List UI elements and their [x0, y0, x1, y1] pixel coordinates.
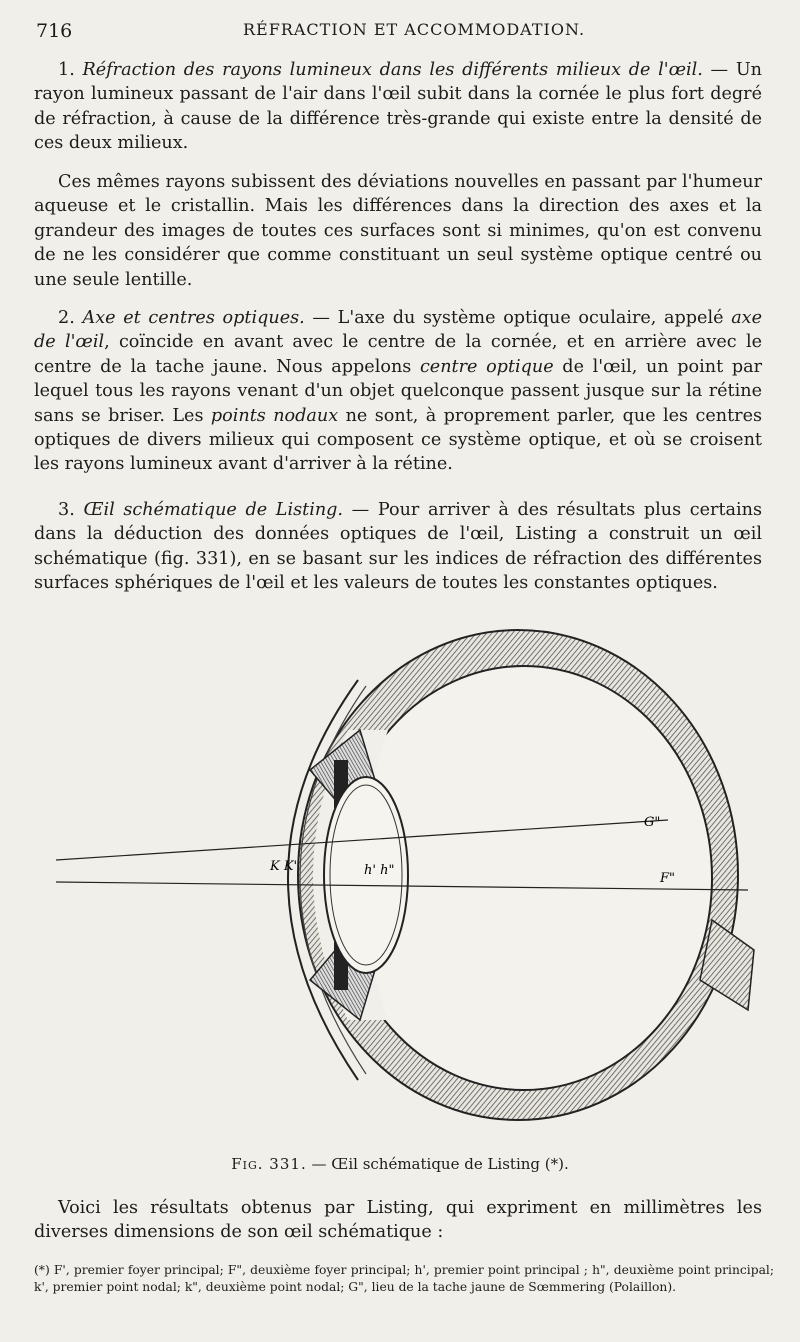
- section-2-text-a: — L'axe du système optique oculaire, appelé: [304, 308, 732, 328]
- label-f: F": [660, 871, 675, 886]
- section-3-heading: Œil schématique de Listing.: [83, 500, 344, 520]
- section-2-paragraph: [34, 306, 762, 477]
- figure-caption-label: Fig. 331.: [231, 1155, 307, 1173]
- page-number: 716: [36, 20, 73, 42]
- label-hh: h' h": [364, 863, 395, 878]
- schematic-eye-illustration: [48, 620, 760, 1140]
- running-title: RÉFRACTION ET ACCOMMODATION.: [243, 20, 586, 39]
- section-1-paragraph: [34, 58, 762, 156]
- section-2-text-c: de l'œil, un point par lequel tous les rayons venant d'un objet quelconque passent jusque sur la rétine sans se briser. Les: [34, 356, 762, 426]
- closing-paragraph-block: [34, 1196, 762, 1245]
- figure-caption: [0, 1155, 800, 1173]
- section-1-paragraph-2: Ces mêmes rayons subissent des déviations nouvelles en passant par l'humeur aqueuse et le cristallin. Mais les différences dans la direction des axes et la grandeur des images de toutes ces surfaces sont si minimes, qu'on est convenu de ne les considérer que comme constituant un seul système optique centré ou une seule lentille.: [34, 172, 762, 290]
- label-kk: K K': [270, 859, 298, 874]
- section-1-number: 1.: [58, 60, 75, 80]
- footnote: (*) F', premier foyer principal; F", deuxième foyer principal; h', premier point principal ; h", deuxième point principal; k', premier point nodal; k", deuxième point nodal; G", lieu de la tache jaune de Sœmmering (Polaillon).: [34, 1263, 774, 1294]
- section-3-paragraph: [34, 498, 762, 596]
- section-2-heading: Axe et centres optiques.: [82, 308, 305, 328]
- section-1-text: Un rayon lumineux passant de l'air dans l'œil subit dans la cornée le plus fort degré de réfraction, à cause de la différence très-grande qui existe entre la densité de ces deux milieux.: [34, 60, 763, 154]
- section-1-heading: Réfraction des rayons lumineux dans les différents milieux de l'œil. —: [82, 60, 729, 80]
- label-g: G": [644, 815, 661, 830]
- section-3: [34, 498, 762, 596]
- section-2-text-d: ne sont, à proprement parler, que les centres optiques de divers milieux qui composent ce système optique, et où se croisent les rayons lumineux avant d'arriver à la rétine.: [34, 405, 763, 475]
- term-points-nodaux: points nodaux: [210, 405, 339, 426]
- eye-diagram-figure: [48, 620, 760, 1140]
- closing-paragraph: Voici les résultats obtenus par Listing, qui expriment en millimètres les diverses dimensions de son œil schématique :: [34, 1198, 762, 1243]
- page-header: [0, 14, 800, 44]
- section-1: [34, 58, 762, 156]
- section-2-number: 2.: [58, 308, 75, 328]
- section-2-text-b: , coïncide en avant avec le centre de la cornée, et en arrière avec le centre de la tache jaune. Nous appelons: [34, 332, 762, 377]
- figure-caption-text: — Œil schématique de Listing (*).: [311, 1155, 569, 1173]
- section-3-number: 3.: [58, 500, 75, 520]
- section-1-continued: [34, 170, 762, 292]
- term-axe-de-l-oeil: axe de l'œil: [34, 308, 763, 353]
- term-centre-optique: centre optique: [419, 356, 554, 377]
- section-2: [34, 306, 762, 477]
- section-3-text: — Pour arriver à des résultats plus certains dans la déduction des données optiques de l'œil, Listing a construit un œil schématique (fig. 331), en se basant sur les indices de réfraction des différentes surfaces sphériques de l'œil et les valeurs de toutes les constantes optiques.: [34, 500, 763, 594]
